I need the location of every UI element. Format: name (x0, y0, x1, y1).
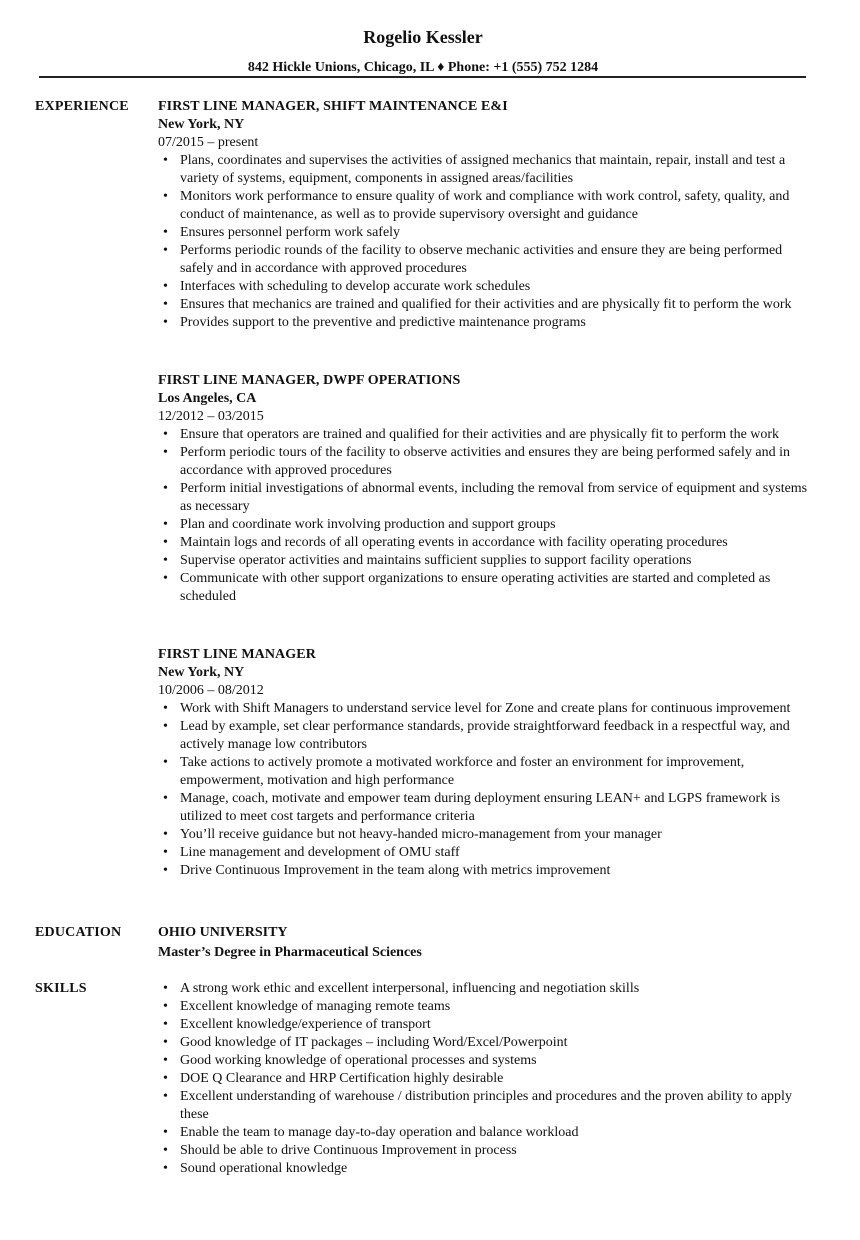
bullet-text: Plans, coordinates and supervises the activities of assigned mechanics that maintain, repair, install and test a variety of systems, equipment, components in assigned areas/facilities (180, 153, 786, 186)
bullet-text: Manage, coach, motivate and empower team during deployment ensuring LEAN+ and LGPS framework is utilized to meet cost targets and performance criteria (180, 791, 781, 824)
bullet-icon: • (163, 315, 168, 330)
section-label-experience: EXPERIENCE (35, 99, 129, 114)
bullet-text: Ensure that operators are trained and qualified for their activities and are physically fit to perform the work (180, 427, 780, 442)
list-item (158, 754, 814, 790)
skill-text: A strong work ethic and excellent interpersonal, influencing and negotiation skills (180, 981, 640, 996)
list-item (158, 296, 814, 314)
skill-text: DOE Q Clearance and HRP Certification highly desirable (180, 1071, 504, 1086)
bullet-text: Provides support to the preventive and predictive maintenance programs (180, 315, 586, 330)
list-item (158, 1070, 814, 1088)
job-dates: 12/2012 – 03/2015 (158, 409, 264, 424)
bullet-text: Perform initial investigations of abnormal events, including the removal from service of equipment and systems as necessary (180, 481, 808, 514)
list-item (158, 534, 814, 552)
header-divider (39, 76, 806, 78)
list-item (158, 570, 814, 606)
bullet-icon: • (163, 553, 168, 568)
job-title: FIRST LINE MANAGER (158, 647, 316, 662)
list-item (158, 188, 814, 224)
bullet-text: Maintain logs and records of all operating events in accordance with facility operating procedures (180, 535, 728, 550)
school-name: OHIO UNIVERSITY (158, 925, 288, 940)
skill-text: Excellent knowledge of managing remote teams (180, 999, 451, 1014)
bullet-icon: • (163, 755, 168, 770)
job-title: FIRST LINE MANAGER, SHIFT MAINTENANCE E&I (158, 99, 508, 114)
bullet-icon: • (163, 481, 168, 496)
skill-text: Excellent understanding of warehouse / distribution principles and procedures and the proven ability to apply these (180, 1089, 792, 1122)
list-item (158, 718, 814, 754)
bullet-icon: • (163, 571, 168, 586)
list-item (158, 152, 814, 188)
bullet-text: Performs periodic rounds of the facility to observe mechanic activities and ensure they are being performed safely and in accordance with approved procedures (180, 243, 783, 276)
skill-text: Good knowledge of IT packages – including Word/Excel/Powerpoint (180, 1035, 568, 1050)
list-item (158, 278, 814, 296)
job-entry-3 (158, 646, 814, 880)
bullet-icon: • (163, 225, 168, 240)
bullet-icon: • (163, 719, 168, 734)
bullet-text: Drive Continuous Improvement in the team along with metrics improvement (180, 863, 611, 878)
job-location: New York, NY (158, 117, 245, 132)
bullet-icon: • (163, 863, 168, 878)
bullet-text: Monitors work performance to ensure quality of work and compliance with work control, safety, quality, and conduct of maintenance, as well as to provide supervisory oversight and guidance (180, 189, 790, 222)
bullet-icon: • (163, 827, 168, 842)
list-item (158, 314, 814, 332)
bullet-icon: • (163, 1035, 168, 1050)
skills-list-block (158, 980, 814, 1178)
candidate-name: Rogelio Kessler (363, 27, 483, 47)
skill-text: Excellent knowledge/experience of transport (180, 1017, 431, 1032)
skill-text: Should be able to drive Continuous Improvement in process (180, 1143, 517, 1158)
list-item (158, 790, 814, 826)
bullet-icon: • (163, 445, 168, 460)
list-item (158, 862, 814, 880)
bullet-text: Interfaces with scheduling to develop accurate work schedules (180, 279, 531, 294)
job-location: Los Angeles, CA (158, 391, 257, 406)
bullet-icon: • (163, 999, 168, 1014)
bullet-icon: • (163, 1161, 168, 1176)
bullet-text: Ensures that mechanics are trained and qualified for their activities and are physically fit to perform the work (180, 297, 792, 312)
bullet-icon: • (163, 279, 168, 294)
bullet-icon: • (163, 1089, 168, 1104)
job-dates: 07/2015 – present (158, 135, 259, 150)
bullet-icon: • (163, 153, 168, 168)
bullet-icon: • (163, 1125, 168, 1140)
bullet-text: Take actions to actively promote a motivated workforce and foster an environment for improvement, empowerment, motivation and high performance (180, 755, 745, 788)
bullet-icon: • (163, 297, 168, 312)
list-item (158, 552, 814, 570)
contact-line: 842 Hickle Unions, Chicago, IL ♦ Phone: +1 (555) 752 1284 (247, 60, 599, 75)
bullet-icon: • (163, 427, 168, 442)
list-item (158, 700, 814, 718)
bullet-icon: • (163, 1143, 168, 1158)
list-item (158, 1034, 814, 1052)
bullet-icon: • (163, 189, 168, 204)
bullet-text: Supervise operator activities and maintains sufficient supplies to support facility operations (180, 553, 692, 568)
skill-text: Good working knowledge of operational processes and systems (180, 1053, 537, 1068)
list-item (158, 224, 814, 242)
list-item (158, 1016, 814, 1034)
list-item (158, 1124, 814, 1142)
bullet-text: Line management and development of OMU staff (180, 845, 460, 860)
bullet-icon: • (163, 1071, 168, 1086)
education-entry (158, 924, 814, 962)
job-bullets (158, 152, 814, 332)
bullet-icon: • (163, 1053, 168, 1068)
list-item (158, 980, 814, 998)
list-item (158, 242, 814, 278)
job-dates: 10/2006 – 08/2012 (158, 683, 264, 698)
skills-list (158, 980, 814, 1178)
section-label-skills: SKILLS (35, 981, 87, 996)
skill-text: Enable the team to manage day-to-day operation and balance workload (180, 1125, 579, 1140)
job-bullets (158, 426, 814, 606)
list-item (158, 1142, 814, 1160)
bullet-text: You’ll receive guidance but not heavy-handed micro-management from your manager (180, 827, 662, 842)
list-item (158, 516, 814, 534)
section-label-education: EDUCATION (35, 925, 122, 940)
bullet-text: Work with Shift Managers to understand service level for Zone and create plans for continuous improvement (180, 701, 791, 716)
list-item (158, 480, 814, 516)
job-location: New York, NY (158, 665, 245, 680)
bullet-icon: • (163, 535, 168, 550)
list-item (158, 1160, 814, 1178)
bullet-icon: • (163, 517, 168, 532)
list-item (158, 998, 814, 1016)
list-item (158, 826, 814, 844)
job-title: FIRST LINE MANAGER, DWPF OPERATIONS (158, 373, 461, 388)
bullet-text: Plan and coordinate work involving production and support groups (180, 517, 556, 532)
bullet-text: Lead by example, set clear performance standards, provide straightforward feedback in a respectful way, and actively manage low contributors (180, 719, 790, 752)
list-item (158, 1052, 814, 1070)
degree-name: Master’s Degree in Pharmaceutical Sciences (158, 945, 422, 960)
bullet-icon: • (163, 981, 168, 996)
bullet-text: Ensures personnel perform work safely (180, 225, 401, 240)
bullet-icon: • (163, 243, 168, 258)
skill-text: Sound operational knowledge (180, 1161, 348, 1176)
list-item (158, 844, 814, 862)
job-entry-2 (158, 372, 814, 606)
bullet-icon: • (163, 1017, 168, 1032)
list-item (158, 426, 814, 444)
bullet-text: Perform periodic tours of the facility to observe activities and ensures they are being performed safely and in accordance with approved procedures (180, 445, 790, 478)
job-entry-1 (158, 98, 814, 332)
list-item (158, 444, 814, 480)
bullet-text: Communicate with other support organizations to ensure operating activities are started and completed as scheduled (180, 571, 771, 604)
bullet-icon: • (163, 701, 168, 716)
bullet-icon: • (163, 845, 168, 860)
bullet-icon: • (163, 791, 168, 806)
job-bullets (158, 700, 814, 880)
list-item (158, 1088, 814, 1124)
